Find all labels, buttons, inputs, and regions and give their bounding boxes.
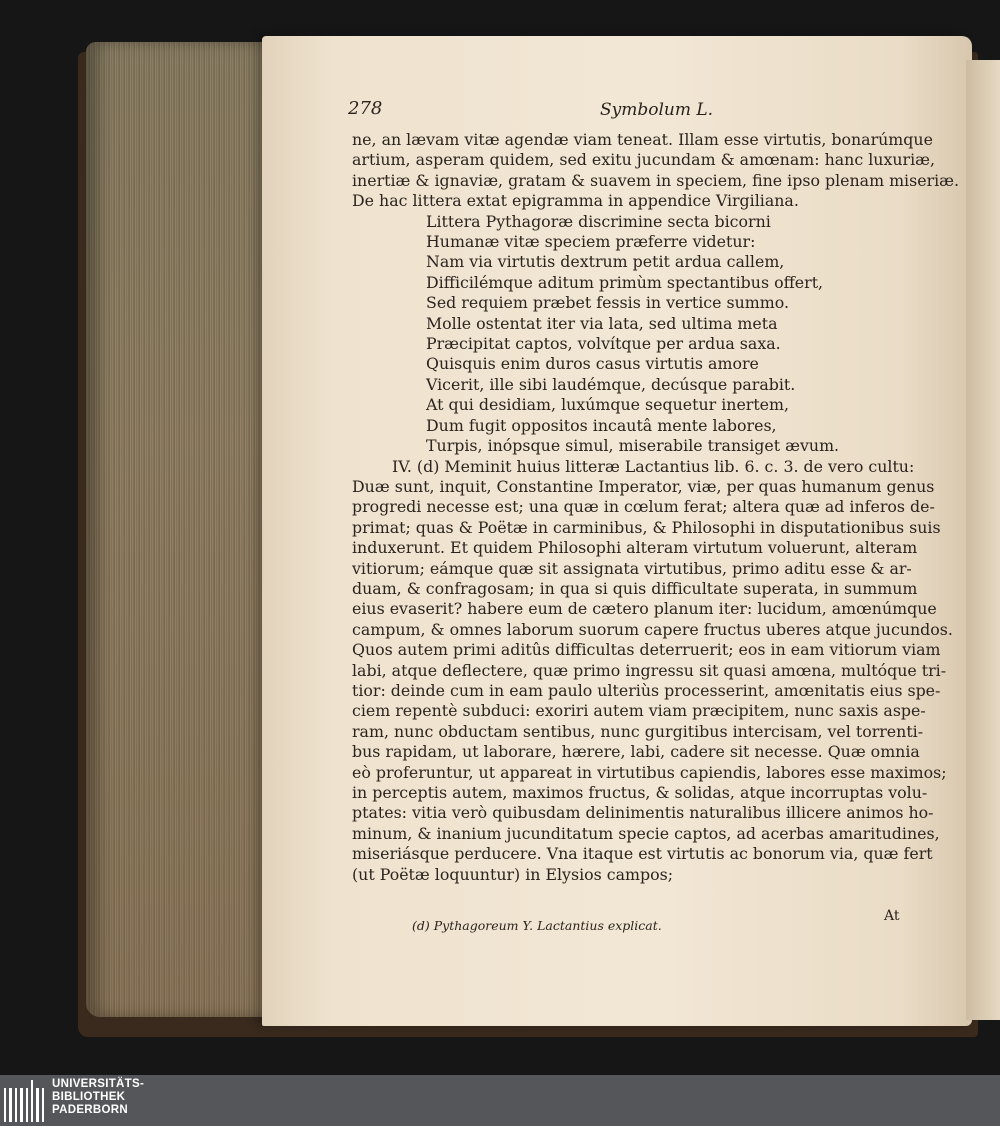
institution-line: BIBLIOTHEK xyxy=(52,1091,126,1103)
footer-bar xyxy=(0,1075,1000,1126)
verse-line: Præcipitat captos, volvítque per ardua saxa. xyxy=(426,334,781,354)
verse-line: Molle ostentat iter via lata, sed ultima meta xyxy=(426,313,778,333)
text-line: minum, & inanium jucunditatum specie captos, ad acerbas amaritudines, xyxy=(352,823,940,843)
text-line: inertiæ & ignaviæ, gratam & suavem in speciem, fine ipso plenam miseriæ. xyxy=(352,170,960,190)
text-line: ciem repentè subduci: exoriri autem viam præcipitem, nunc saxis aspe- xyxy=(352,701,926,721)
text-line: bus rapidam, ut laborare, hærere, labi, cadere sit necesse. Quæ omnia xyxy=(352,742,920,762)
verse-line: At qui desidiam, luxúmque sequetur inertem, xyxy=(426,395,790,415)
text-line: eius evaserit? habere eum de cætero planum iter: lucidum, amœnúmque xyxy=(352,599,937,619)
verse-line: Dum fugit oppositos incautâ mente labores, xyxy=(426,415,777,435)
institution-line: UNIVERSITÄTS- xyxy=(52,1078,145,1090)
footnote: (d) Pythagoreum Y. Lactantius explicat. xyxy=(412,918,662,933)
verse-line: Vicerit, ille sibi laudémque, decúsque parabit. xyxy=(426,374,796,394)
text-line: primat; quas & Poëtæ in carminibus, & Philosophi in disputationibus suis xyxy=(352,517,941,537)
institution-name xyxy=(52,1078,144,1117)
text-line: duam, & confragosam; in qua si quis difficultate superata, in summum xyxy=(352,578,918,598)
text-line: miseriásque perducere. Vna itaque est virtutis ac bonorum via, quæ fert xyxy=(352,844,933,864)
text-line: progredi necesse est; una quæ in cœlum ferat; altera quæ ad inferos de- xyxy=(352,497,935,517)
text-line: Quos autem primi aditûs difficultas deterruerit; eos in eam vitiorum viam xyxy=(352,640,941,660)
text-line: ptates: vitia verò quibusdam delinimentis naturalibus illicere animos ho- xyxy=(352,803,934,823)
text-line: vitiorum; eámque quæ sit assignata virtutibus, primo aditu esse & ar- xyxy=(352,558,912,578)
text-line: in perceptis autem, maximos fructus, & solidas, atque incorruptas volu- xyxy=(352,783,928,802)
text-line: induxerunt. Et quidem Philosophi alteram virtutum voluerunt, alteram xyxy=(352,538,918,558)
text-line: labi, atque deflectere, quæ primo ingressu sit quasi amœna, multóque tri- xyxy=(352,660,947,680)
page-block-edge xyxy=(86,42,276,1017)
verse-line: Sed requiem præbet fessis in vertice summo. xyxy=(426,293,790,313)
library-logo-icon xyxy=(4,1080,44,1122)
verse-line: Nam via virtutis dextrum petit ardua callem, xyxy=(426,252,785,272)
text-line: ram, nunc obductam sentibus, nunc gurgitibus intercisam, vel torrenti- xyxy=(352,721,924,741)
text-line: campum, & omnes laborum suorum capere fructus uberes atque jucundos. xyxy=(352,619,953,639)
page-number: 278 xyxy=(348,98,383,119)
verse-line: Humanæ vitæ speciem præferre videtur: xyxy=(426,232,756,252)
text-line: tior: deinde cum in eam paulo ulteriùs processerint, amœnitatis eius spe- xyxy=(352,680,941,700)
running-title: Symbolum L. xyxy=(600,100,714,120)
body-text xyxy=(352,130,960,885)
text-line: IV. (d) Meminit huius litteræ Lactantius lib. 6. c. 3. de vero cultu: xyxy=(392,456,915,476)
catchword: At xyxy=(884,908,900,924)
verse-line: Quisquis enim duros casus virtutis amore xyxy=(426,354,759,374)
text-line: (ut Poëtæ loquuntur) in Elysios campos; xyxy=(352,864,674,884)
text-line: eò proferuntur, ut appareat in virtutibus capiendis, labores esse maximos; xyxy=(352,762,947,782)
verse-line: Difficilémque aditum primùm spectantibus offert, xyxy=(426,272,824,292)
verse-line: Turpis, inópsque simul, miserabile transiget ævum. xyxy=(426,436,840,456)
text-line: artium, asperam quidem, sed exitu jucundam & amœnam: hanc luxuriæ, xyxy=(352,150,936,170)
text-line: De hac littera extat epigramma in appendice Virgiliana. xyxy=(352,191,799,211)
text-line: Duæ sunt, inquit, Constantine Imperator, viæ, per quas humanum genus xyxy=(352,476,935,496)
verse-line: Littera Pythagoræ discrimine secta bicorni xyxy=(426,211,771,231)
text-line: ne, an lævam vitæ agendæ viam teneat. Illam esse virtutis, bonarúmque xyxy=(352,130,933,149)
institution-line: PADERBORN xyxy=(52,1104,128,1116)
facing-page-edge xyxy=(966,60,1000,1020)
